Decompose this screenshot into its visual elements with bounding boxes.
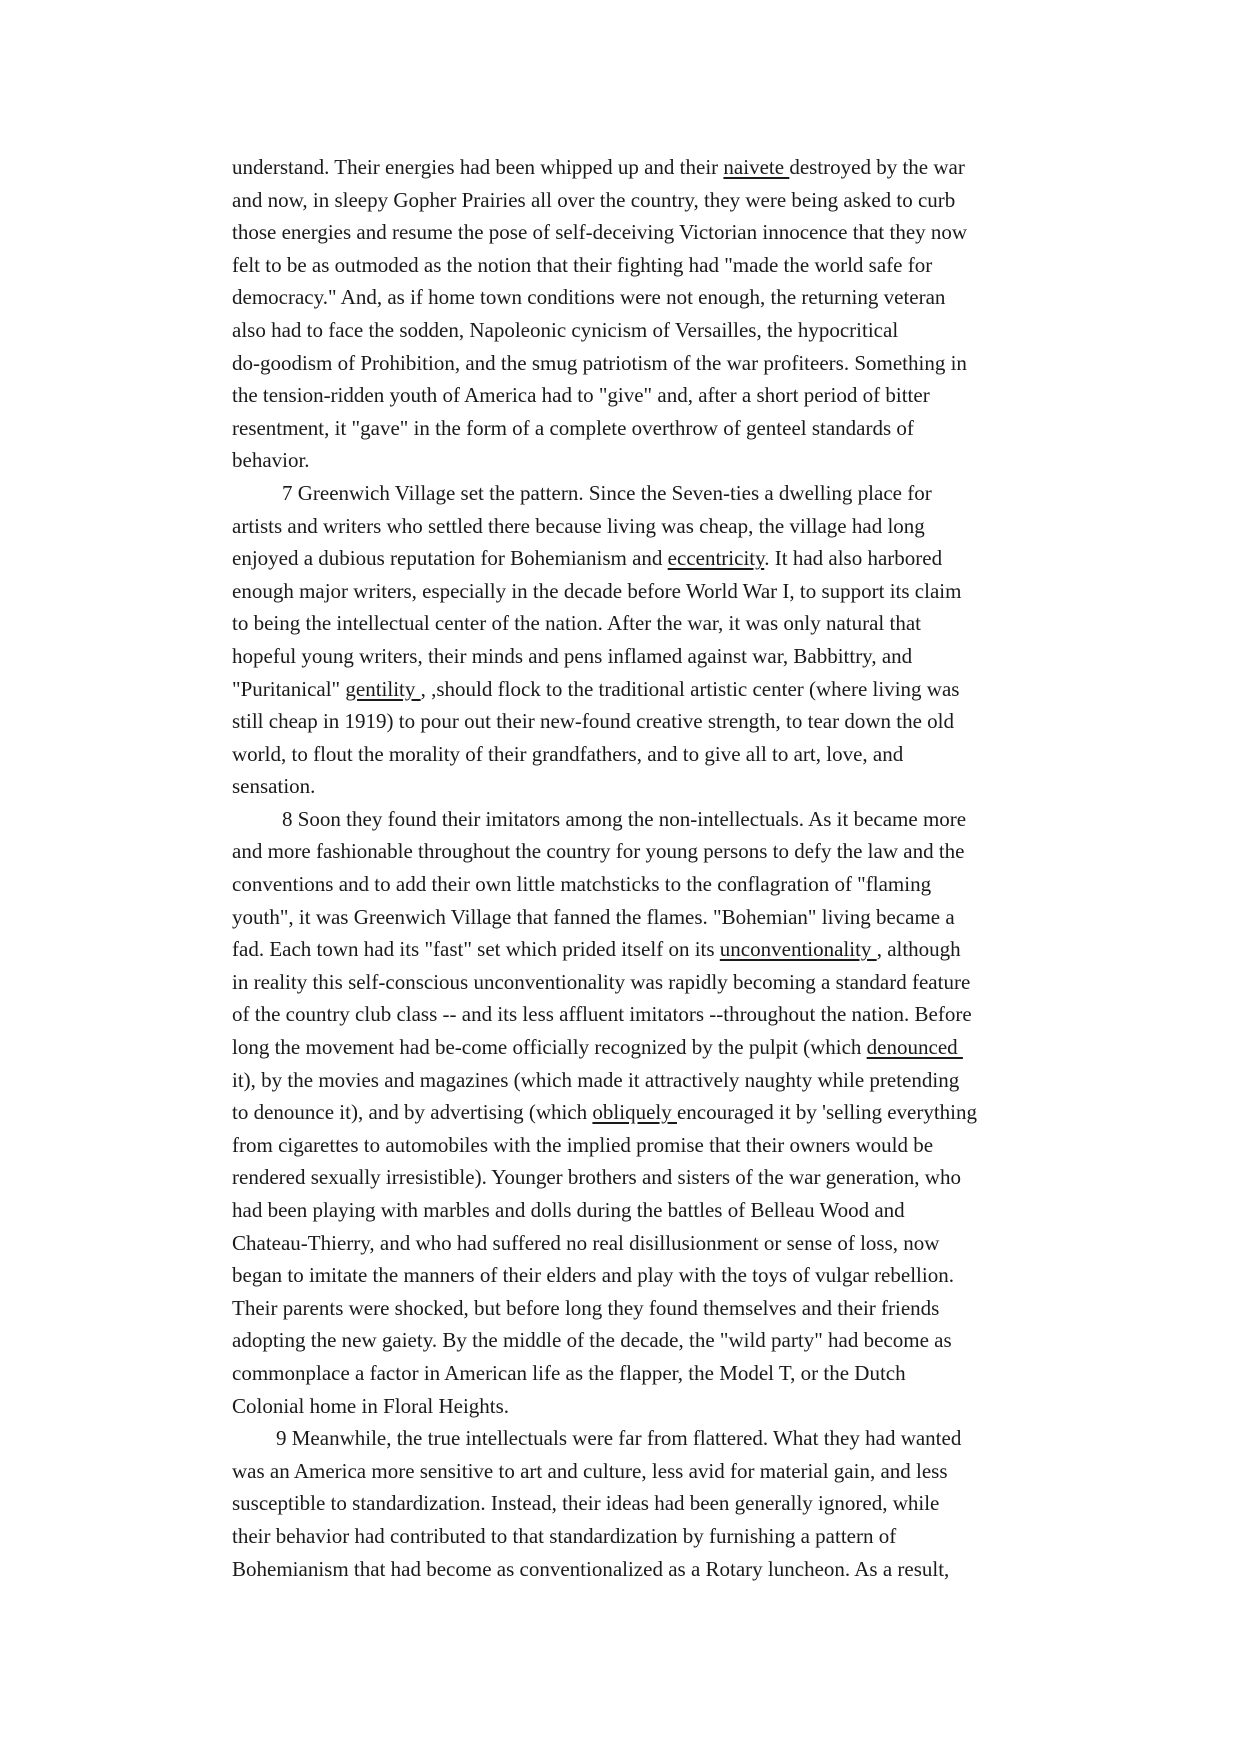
text-span: it), by the movies and magazines (which made it attractively naughty while pretending	[232, 1067, 960, 1092]
text-line	[232, 216, 1062, 249]
text-span: Colonial home in Floral Heights.	[232, 1393, 510, 1418]
text-line	[232, 1194, 1062, 1227]
text-line	[232, 607, 1062, 640]
text-span: behavior.	[232, 448, 310, 473]
text-span: 7 Greenwich Village set the pattern. Since the Seven-ties a dwelling place for	[282, 480, 932, 505]
text-line	[232, 640, 1062, 673]
text-span: in reality this self-conscious unconventionality was rapidly becoming a standard feature	[232, 969, 971, 994]
text-span: had been playing with marbles and dolls during the battles of Belleau Wood and	[232, 1198, 905, 1222]
text-span: Their parents were shocked, but before long they found themselves and their friends	[232, 1295, 940, 1320]
text-span: commonplace a factor in American life as the flapper, the Model T, or the Dutch	[232, 1360, 906, 1385]
text-span: of the country club class -- and its less affluent imitators --throughout the nation. Before	[232, 1002, 972, 1027]
text-span: conventions and to add their own little matchsticks to the conflagration of "flaming	[232, 872, 932, 897]
text-line	[232, 835, 1062, 868]
text-line	[232, 1455, 1062, 1488]
text-span: also had to face the sodden, Napoleonic cynicism of Versailles, the hypocritical	[232, 317, 899, 342]
text-line	[232, 510, 1062, 543]
text-span: to denounce it), and by advertising (which	[232, 1100, 593, 1125]
text-line	[232, 1064, 1062, 1097]
underlined-word: obliquely	[592, 1100, 677, 1125]
text-span: still cheap in 1919) to pour out their new-found creative strength, to tear down the old	[232, 709, 954, 734]
text-span: to being the intellectual center of the nation. After the war, it was only natural that	[232, 611, 922, 636]
text-span: Chateau-Thierry, and who had suffered no real disillusionment or sense of loss, now	[232, 1230, 940, 1255]
text-line	[232, 1324, 1062, 1357]
text-line	[232, 901, 1062, 934]
text-span: understand. Their energies had been whipped up and their	[232, 155, 724, 179]
text-span: 9 Meanwhile, the true intellectuals were far from flattered. What they had wanted	[276, 1426, 962, 1451]
text-span: began to imitate the manners of their elders and play with the toys of vulgar rebellion.	[232, 1263, 954, 1288]
underlined-word: naivete	[723, 155, 790, 179]
text-span: , although	[876, 937, 961, 962]
text-line	[232, 705, 1062, 738]
underlined-word: denounced	[866, 1035, 963, 1060]
text-line	[232, 314, 1062, 347]
underlined-word: eccentricity	[667, 546, 765, 571]
underlined-word: gentility	[345, 676, 421, 701]
text-line	[232, 1031, 1062, 1064]
text-span: "Puritanical"	[232, 676, 346, 701]
text-span: enough major writers, especially in the decade before World War I, to support its claim	[232, 578, 962, 603]
text-line	[232, 966, 1062, 999]
text-line	[232, 1357, 1062, 1390]
text-span: do-goodism of Prohibition, and the smug patriotism of the war profiteers. Something in	[232, 350, 967, 375]
text-span: felt to be as outmoded as the notion that their fighting had "made the world safe for	[232, 252, 933, 277]
text-span: and now, in sleepy Gopher Prairies all over the country, they were being asked to curb	[232, 187, 956, 212]
text-line	[232, 1161, 1062, 1194]
text-span: hopeful young writers, their minds and pens inflamed against war, Babbittry, and	[232, 643, 913, 668]
underlined-word: unconventionality	[719, 937, 877, 962]
text-span: resentment, it "gave" in the form of a complete overthrow of genteel standards of	[232, 415, 914, 440]
text-line	[232, 868, 1062, 901]
text-span: Bohemianism that had become as conventionalized as a Rotary luncheon. As a result,	[232, 1556, 950, 1581]
text-span: susceptible to standardization. Instead, their ideas had been generally ignored, while	[232, 1491, 940, 1516]
text-span: adopting the new gaiety. By the middle of the decade, the "wild party" had become as	[232, 1328, 952, 1353]
text-line	[232, 1422, 1062, 1455]
text-span: from cigarettes to automobiles with the implied promise that their owners would be	[232, 1132, 934, 1157]
text-span: their behavior had contributed to that standardization by furnishing a pattern of	[232, 1523, 897, 1548]
text-line	[232, 738, 1062, 771]
text-span: artists and writers who settled there because living was cheap, the village had long	[232, 513, 925, 538]
text-line	[232, 281, 1062, 314]
text-line	[232, 412, 1062, 445]
text-line	[232, 803, 1062, 836]
text-line	[232, 1520, 1062, 1553]
text-line	[232, 1292, 1062, 1325]
text-span: those energies and resume the pose of self-deceiving Victorian innocence that they now	[232, 220, 968, 245]
text-line	[232, 1553, 1062, 1586]
text-span: the tension-ridden youth of America had to "give" and, after a short period of bitter	[232, 383, 930, 408]
text-span: sensation.	[232, 774, 316, 799]
body-text	[232, 151, 1062, 1585]
text-span: , ,should flock to the traditional artistic center (where living was	[420, 676, 960, 701]
text-span: democracy." And, as if home town conditions were not enough, the returning veteran	[232, 285, 946, 310]
text-span: and more fashionable throughout the country for young persons to defy the law and the	[232, 839, 965, 864]
text-line	[232, 1390, 1062, 1423]
text-line	[232, 1129, 1062, 1162]
text-span: destroyed by the war	[789, 155, 965, 179]
text-line	[232, 1227, 1062, 1260]
text-span: long the movement had be-come officially recognized by the pulpit (which	[232, 1035, 867, 1060]
text-line	[232, 933, 1062, 966]
text-line	[232, 477, 1062, 510]
text-span: rendered sexually irresistible). Younger brothers and sisters of the war generation, who	[232, 1165, 961, 1190]
text-line	[232, 151, 1062, 184]
text-line	[232, 998, 1062, 1031]
text-line	[232, 249, 1062, 282]
text-span: . It had also harbored	[764, 546, 943, 571]
text-span: world, to flout the morality of their grandfathers, and to give all to art, love, and	[232, 741, 904, 766]
text-line	[232, 1487, 1062, 1520]
text-line	[232, 673, 1062, 706]
text-line	[232, 542, 1062, 575]
text-span: fad. Each town had its "fast" set which prided itself on its	[232, 937, 720, 962]
text-span: youth", it was Greenwich Village that fanned the flames. "Bohemian" living became a	[232, 904, 955, 929]
text-line	[232, 1259, 1062, 1292]
text-line	[232, 347, 1062, 380]
text-line	[232, 444, 1062, 477]
text-line	[232, 1096, 1062, 1129]
text-line	[232, 184, 1062, 217]
text-line	[232, 770, 1062, 803]
text-span: 8 Soon they found their imitators among the non-intellectuals. As it became more	[282, 806, 967, 831]
text-span: encouraged it by 'selling everything	[676, 1100, 978, 1125]
text-span: was an America more sensitive to art and culture, less avid for material gain, and less	[232, 1458, 948, 1483]
text-line	[232, 575, 1062, 608]
text-line	[232, 379, 1062, 412]
text-span: enjoyed a dubious reputation for Bohemianism and	[232, 546, 668, 571]
